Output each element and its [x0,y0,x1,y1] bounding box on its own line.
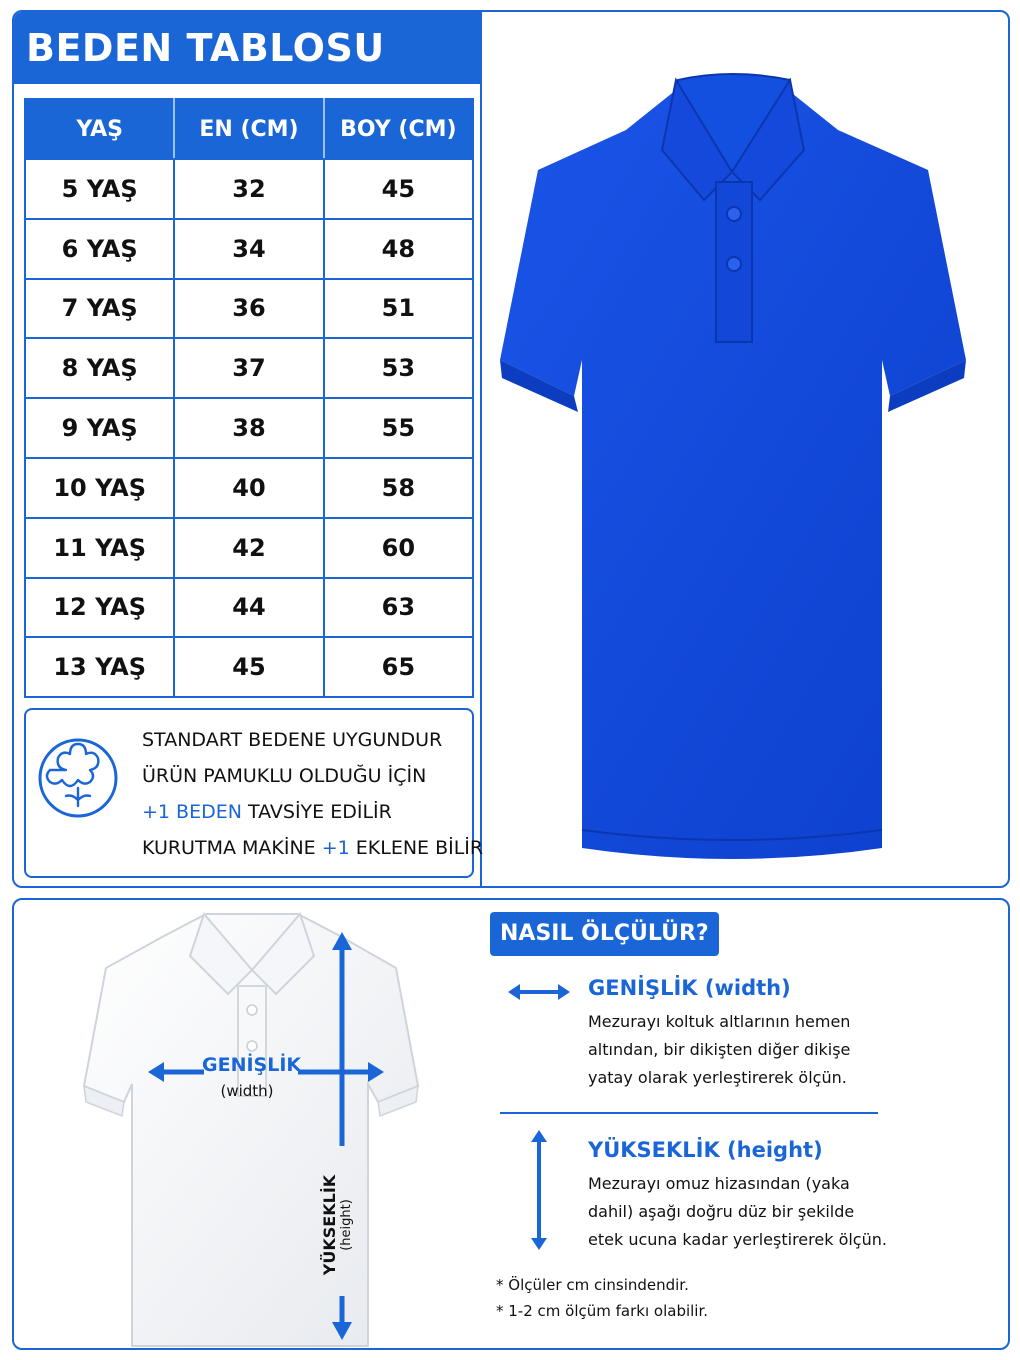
width-description [588,1008,878,1092]
column-header-age: YAŞ [25,99,174,159]
cotton-icon [36,730,120,834]
cell-age: 11 YAŞ [25,518,174,578]
height-desc-line: Mezurayı omuz hizasından (yaka [588,1174,850,1193]
table-row [25,458,473,518]
white-polo-shirt-image [78,906,428,1350]
table-row [25,578,473,638]
cell-length: 48 [324,219,473,279]
cell-age: 8 YAŞ [25,338,174,398]
info-box [24,708,484,878]
diagram-width-label: GENİŞLİK [202,1054,302,1076]
table-row [25,637,473,697]
how-to-measure-badge: NASIL ÖLÇÜLÜR? [490,912,719,956]
width-desc-line: altından, bir dikişten diğer dikişe [588,1040,851,1059]
how-to-measure-panel [12,898,1010,1350]
cell-width: 44 [174,578,323,638]
cell-age: 10 YAŞ [25,458,174,518]
cell-age: 9 YAŞ [25,398,174,458]
plus-one-highlight: +1 [321,837,350,859]
column-header-length: BOY (CM) [324,99,473,159]
diagram-height-label-group [320,1160,370,1290]
table-row [25,398,473,458]
cell-width: 37 [174,338,323,398]
width-desc-line: yatay olarak yerleştirerek ölçün. [588,1068,847,1087]
note-line: * Ölçüler cm cinsindendir. [496,1276,689,1294]
table-header-row [25,99,473,159]
info-text [142,722,483,866]
section-divider [500,1112,878,1114]
height-desc-line: dahil) aşağı doğru düz bir şekilde [588,1202,855,1221]
table-row [25,159,473,219]
diagram-width-sublabel: (width) [220,1082,274,1100]
info-line-standard: STANDART BEDENE UYGUNDUR [142,729,443,751]
table-row [25,279,473,339]
cell-width: 40 [174,458,323,518]
table-row [25,219,473,279]
cell-width: 34 [174,219,323,279]
size-table [24,98,474,698]
cell-length: 51 [324,279,473,339]
cell-width: 45 [174,637,323,697]
horizontal-arrow-icon [506,980,572,1004]
table-row [25,518,473,578]
cell-age: 13 YAŞ [25,637,174,697]
height-description [588,1170,888,1254]
cell-length: 45 [324,159,473,219]
dryer-rest-text: EKLENE BİLİR [349,837,484,859]
note-line: * 1-2 cm ölçüm farkı olabilir. [496,1302,709,1320]
cell-width: 32 [174,159,323,219]
cell-age: 6 YAŞ [25,219,174,279]
info-line-cotton: ÜRÜN PAMUKLU OLDUĞU İÇİN [142,765,427,787]
width-title: GENİŞLİK (width) [588,976,791,1000]
page-title: BEDEN TABLOSU [14,12,482,84]
measurement-notes [496,1272,708,1324]
cell-width: 38 [174,398,323,458]
plus-one-size-highlight: +1 BEDEN [142,801,242,823]
cell-age: 5 YAŞ [25,159,174,219]
width-desc-line: Mezurayı koltuk altlarının hemen [588,1012,851,1031]
info-line-recommend [142,794,483,830]
height-desc-line: etek ucuna kadar yerleştirerek ölçün. [588,1230,887,1249]
info-line-dryer [142,830,483,866]
cell-width: 36 [174,279,323,339]
blue-polo-shirt-image [498,60,968,880]
dryer-text: KURUTMA MAKİNE [142,837,322,859]
cell-age: 7 YAŞ [25,279,174,339]
recommend-text: TAVSİYE EDİLİR [241,801,392,823]
diagram-height-sublabel: (height) [339,1199,354,1251]
cell-length: 60 [324,518,473,578]
cell-length: 58 [324,458,473,518]
cell-age: 12 YAŞ [25,578,174,638]
vertical-arrow-icon [524,1128,554,1252]
table-row [25,338,473,398]
cell-length: 55 [324,398,473,458]
height-title: YÜKSEKLİK (height) [588,1138,823,1162]
cell-length: 63 [324,578,473,638]
diagram-height-label: YÜKSEKLİK [320,1174,339,1276]
cell-width: 42 [174,518,323,578]
column-header-width: EN (CM) [174,99,323,159]
size-chart-panel [12,10,1010,888]
cell-length: 53 [324,338,473,398]
cell-length: 65 [324,637,473,697]
